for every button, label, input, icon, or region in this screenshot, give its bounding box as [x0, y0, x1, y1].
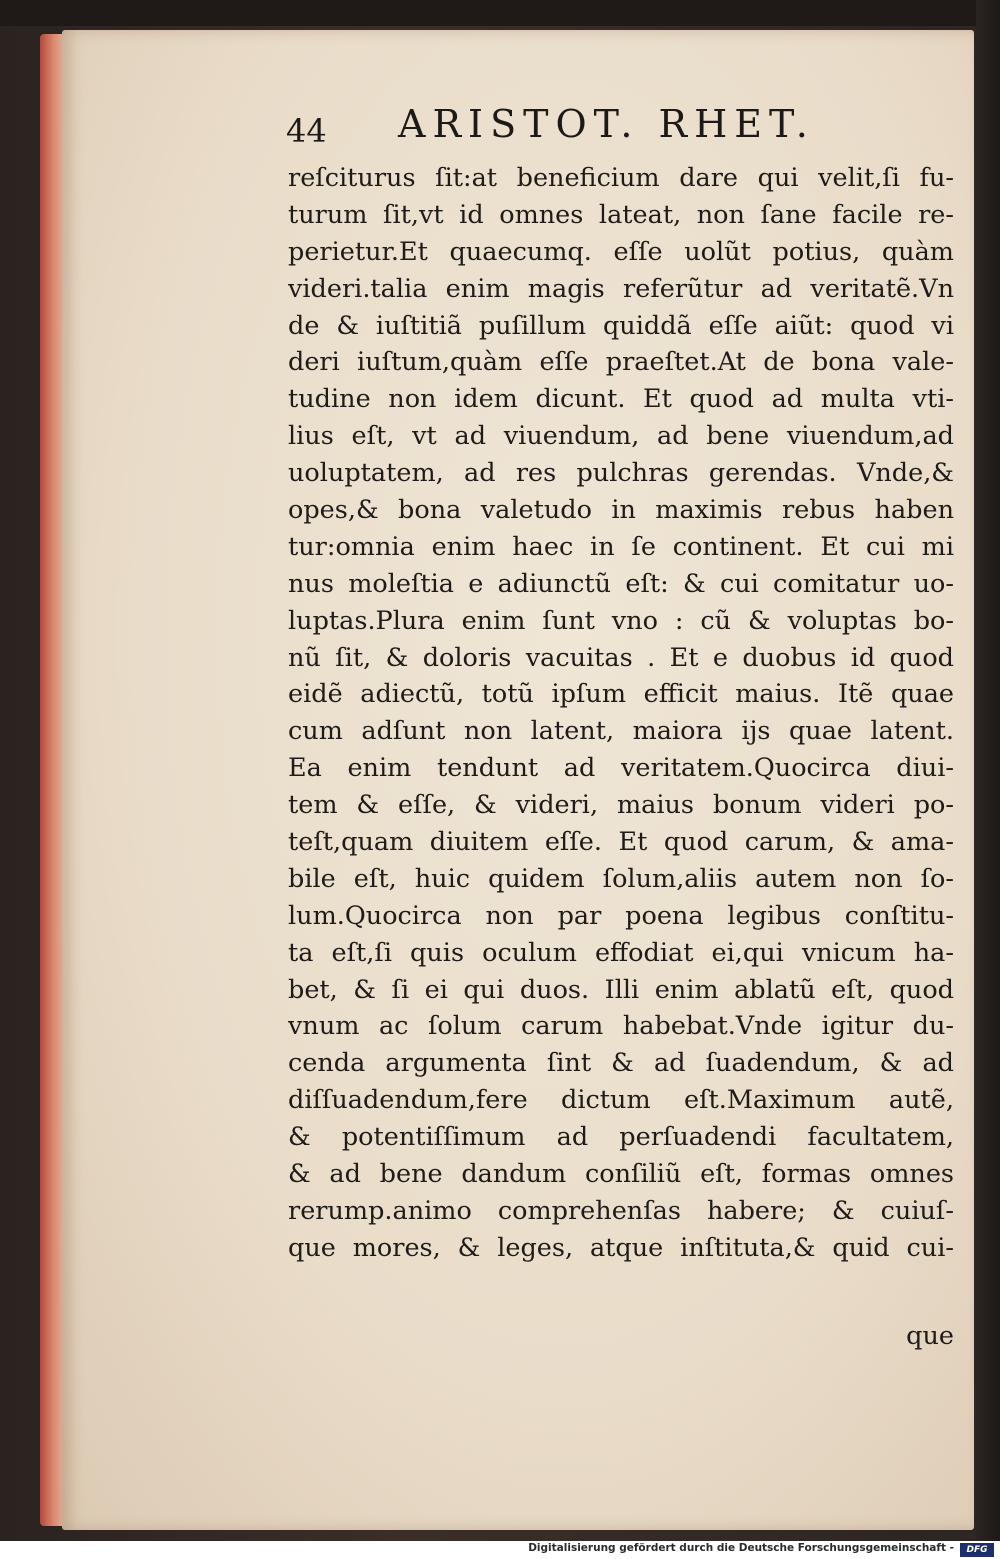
text-line: uoluptatem, ad res pulchras gerendas. Vnde,& [288, 458, 954, 489]
text-line: diſſuadendum,fere dictum eſt.Maximum autẽ, [288, 1085, 954, 1116]
text-line: lius eſt, vt ad viuendum, ad bene viuendum,ad [288, 421, 954, 452]
page-header [286, 98, 886, 154]
text-line: ta eſt,ſi quis oculum effodiat ei,qui vnicum ha- [288, 937, 954, 968]
text-line: bet, & ſi ei qui duos. Illi enim ablatũ eſt, quod [288, 974, 954, 1005]
text-line: cenda argumenta ſint & ad ſuadendum, & ad [288, 1048, 954, 1079]
text-line: vnum ac ſolum carum habebat.Vnde igitur du- [288, 1011, 954, 1042]
text-line: tem & eſſe, & videri, maius bonum videri po- [288, 790, 954, 821]
text-line: de & iuſtitiã puſillum quiddã eſſe aiũt: quod vi [288, 310, 954, 341]
text-line: rerump.animo comprehenſas habere; & cuiuſ- [288, 1195, 954, 1226]
text-line: nũ ſit, & doloris vacuitas . Et e duobus id quod [288, 642, 954, 673]
text-line: luptas.Plura enim ſunt vno : cũ & voluptas bo- [288, 605, 954, 636]
text-line: lum.Quocirca non par poena legibus conſtitu- [288, 900, 954, 931]
text-line: que mores, & leges, atque inſtituta,& quid cui- [288, 1232, 954, 1263]
text-line: deri iuſtum,quàm eſſe praeſtet.At de bona vale- [288, 347, 954, 378]
body-text [288, 160, 954, 1267]
catchword: que [906, 1321, 954, 1351]
text-line: videri.talia enim magis referũtur ad veritatẽ.Vn [288, 273, 954, 304]
text-line: eidẽ adiectũ, totũ ipſum efficit maius. Itẽ quae [288, 679, 954, 710]
footer-bar [0, 1541, 1000, 1559]
text-line: & potentiſſimum ad perſuadendi facultatem, [288, 1122, 954, 1153]
text-line: bile eſt, huic quidem ſolum,aliis autem non ſo- [288, 863, 954, 894]
text-line: perietur.Et quaecumq. eſſe uolũt potius, quàm [288, 236, 954, 267]
text-line: teſt,quam diuitem eſſe. Et quod carum, & ama- [288, 827, 954, 858]
scan-top-strip [0, 0, 1000, 26]
text-line: cum adſunt non latent, maiora ijs quae latent. [288, 716, 954, 747]
running-title: ARISTOT. RHET. [398, 102, 815, 146]
dfg-logo-icon[interactable]: DFG [960, 1543, 994, 1557]
text-line: opes,& bona valetudo in maximis rebus haben [288, 495, 954, 526]
text-line: Ea enim tendunt ad veritatem.Quocirca diui- [288, 753, 954, 784]
page-number: 44 [286, 112, 327, 150]
text-line: & ad bene dandum conſiliũ eſt, formas omnes [288, 1159, 954, 1190]
scan-right-edge [976, 0, 1000, 1541]
text-line: nus moleſtia e adiunctũ eſt: & cui comitatur uo- [288, 568, 954, 599]
text-line: reſciturus ſit:at beneficium dare qui velit,ſi fu- [288, 163, 954, 193]
text-line: tudine non idem dicunt. Et quod ad multa vti- [288, 384, 954, 415]
text-line: tur:omnia enim haec in ſe continent. Et cui mi [288, 531, 954, 562]
digitization-credit: Digitalisierung gefördert durch die Deutsche Forschungsgemeinschaft - [528, 1542, 954, 1554]
text-line: turum ſit,vt id omnes lateat, non ſane facile re- [288, 199, 954, 230]
